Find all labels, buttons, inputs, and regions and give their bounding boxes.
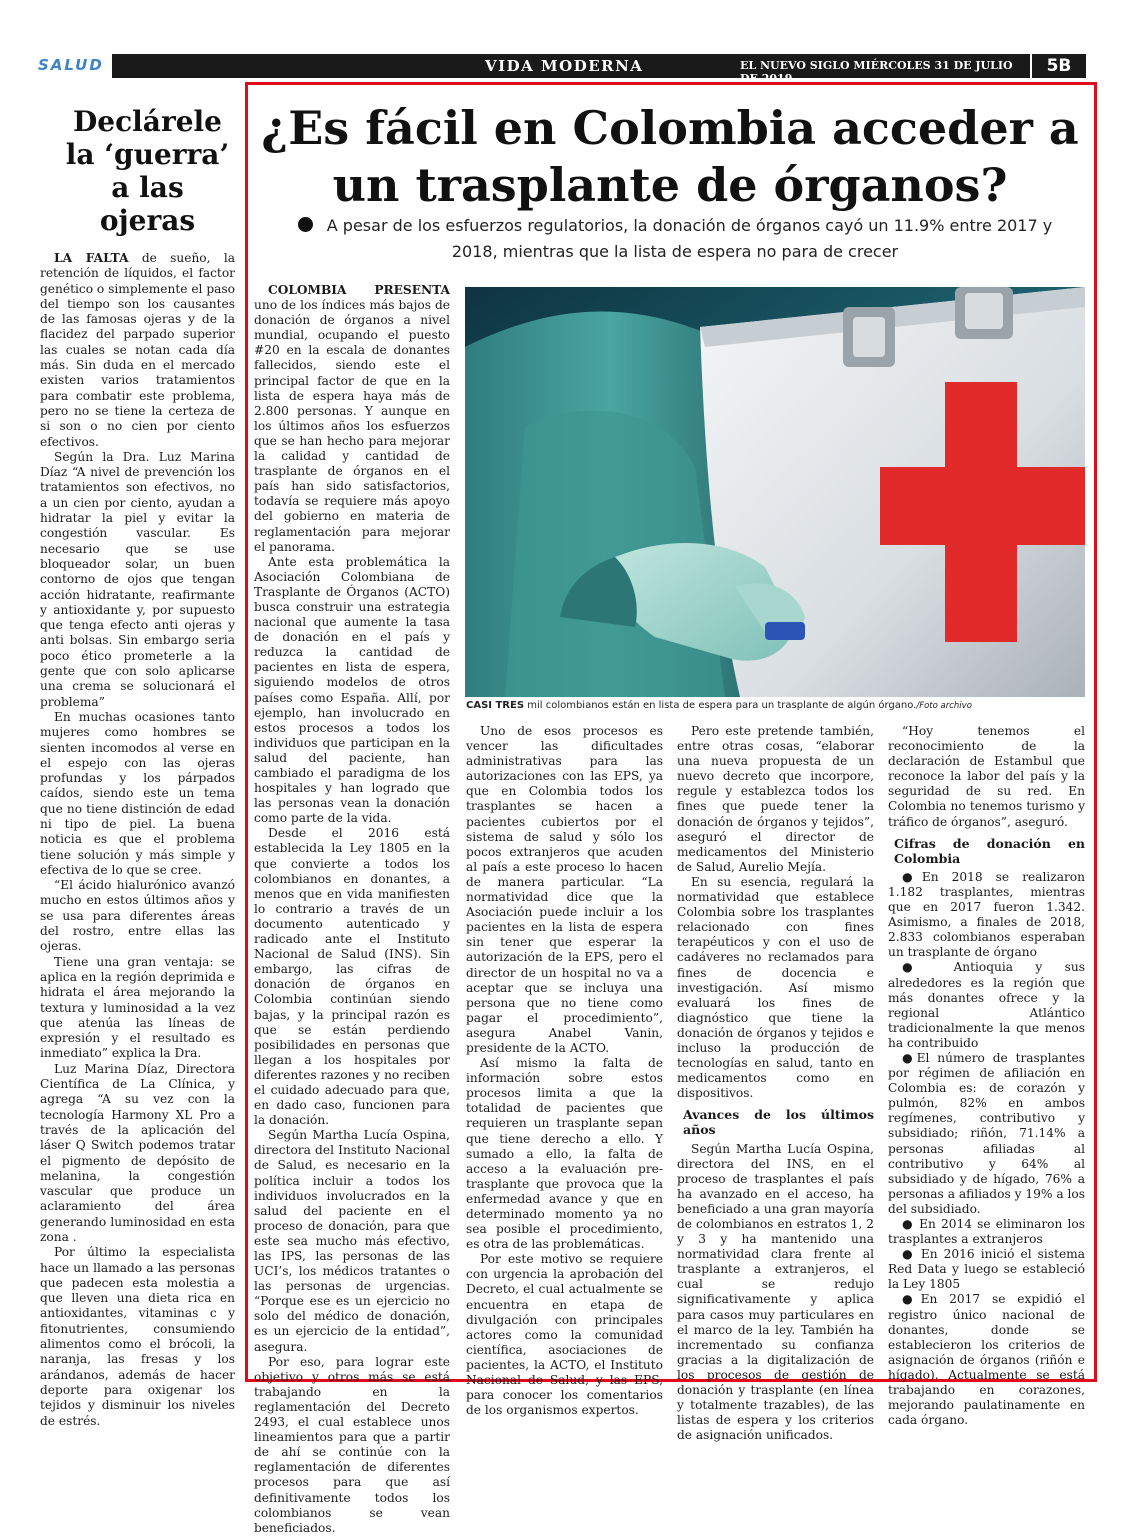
bullet-icon: ● — [902, 869, 922, 884]
article-paragraph: En su esencia, regulará la normatividad que establece Colombia sobre los trasplantes relacionado con fines terapéuticos y con el uso de cadáveres no reclamados para fines de docencia e investigación. Así mismo evaluará los fines de diagnóstico que tiene la donación de órganos y tejidos e incluso la producción de tecnologías en salud, tanto en medicamentos como en dispositivos. — [677, 874, 874, 1101]
sidebar-paragraph — [40, 251, 235, 450]
article-column-3 — [677, 724, 874, 1443]
article-paragraph: Según Martha Lucía Ospina, directora del Instituto Nacional de Salud, es necesario en la política incluir a todos los individuos involucrados en la salud del paciente en el proceso de donación, para que este sea mucho más efectivo, las IPS, las personas de las UCI’s, los médicos tratantes o las personas de urgencias. “Porque ese es un ejercicio no solo del médico de donación, es un ejercicio de la entidad”, asegura. — [254, 1128, 450, 1354]
caption-lead: CASI TRES — [466, 700, 525, 711]
sidebar-title: Declárele la ‘guerra’ a las ojeras — [65, 105, 230, 237]
bullet-icon: ● — [902, 1050, 917, 1065]
article-paragraph: Según Martha Lucía Ospina, directora del INS, en el proceso de trasplantes el país ha avanzado en el acceso, ha beneficiado a una gran mayoría de colombianos en estratos 1, 2 y 3 y ha mantenido una normatividad clara frente al trasplante a extranjeros, el cual se redujo significativamente y aplica para casos muy particulares en el marco de la ley. También ha incrementado su confianza gracias a la digitalización de los procesos de gestión de donación y trasplante (en línea y totalmente trazables), de las listas de espera y los criterios de asignación unificados. — [677, 1141, 874, 1443]
bullet-icon — [298, 217, 313, 232]
paper-date: EL NUEVO SIGLO MIÉRCOLES 31 DE JULIO DE 2019 — [740, 59, 1013, 85]
article-paragraph — [254, 283, 450, 555]
sidebar-body — [40, 251, 235, 1429]
sidebar-text: de sueño, la retención de líquidos, el factor genético o simplemente el paso del tiempo son los causantes de las famosas ojeras y de la flacidez del parpado superior las cuales se notan cada día más. Sin duda en el mercado existen varios tratamientos para combatir este problema, pero no se tiene la certeza de si son o no cien por ciento efectivos. — [40, 251, 235, 449]
article-paragraph: Por eso, para lograr este objetivo y otros más se está trabajando en la reglamentación del Decreto 2493, el cual establece unos lineamientos para que a partir de ahí se continúe con la reglamentación de diferentes procesos para que así definitivamente todos los colombianos se vean beneficiados. — [254, 1354, 450, 1535]
section-label: SALUD — [38, 56, 104, 74]
article-column-2 — [466, 724, 663, 1418]
fact-bullet — [888, 1292, 1085, 1428]
header-bar — [112, 54, 1030, 85]
article-photo — [465, 287, 1085, 697]
page-number: 5B — [1032, 54, 1086, 78]
article-text: uno de los índices más bajos de donación de órganos a nivel mundial, ocupando el puesto #20 en la escala de donantes fallecidos, siendo este el principal factor de que en la lista de espera haya más de 2.800 personas. Y aunque en los últimos años los esfuerzos que se han hecho para mejorar la calidad y cantidad de trasplante de órganos en el país han sido satisfactorios, todavía se requiere más apoyo del gobierno en materia de reglamentación para mejorar el panorama. — [254, 298, 450, 554]
sidebar-lead: LA FALTA — [54, 251, 129, 265]
article-subtitle — [280, 213, 1070, 265]
bullet-icon: ● — [902, 1217, 914, 1231]
section-subhead: Avances de los últimos años — [683, 1107, 874, 1138]
bullet-text: Antioquia y sus alrededores es la región que más donantes ofrece y la regional Atlántico tradicionalmente la que menos ha contribuido — [888, 960, 1086, 1050]
bullet-icon: ● — [902, 960, 932, 975]
sidebar-paragraph: Tiene una gran ventaja: se aplica en la región deprimida e hidrata el área mejorando la textura y luminosidad a la vez que atenúa las líneas de expresión y el resultado es inmediato” explica la Dra. — [40, 954, 235, 1061]
page-header — [30, 54, 1086, 85]
article-paragraph: Ante esta problemática la Asociación Colombiana de Trasplante de Órganos (ACTO) busca construir una estrategia nacional que aumente la tasa de donación en el país y reduzca la cantidad de pacientes en lista de espera, siguiendo modelos de otros países como España. Allí, por ejemplo, han involucrado en estos procesos a todos los individuos que participan en la salud del paciente, han cambiado el paradigma de los hospitales y han logrado que las personas vean la donación como parte de la vida. — [254, 554, 450, 826]
medical-case-image — [465, 287, 1085, 697]
bullet-text: En 2014 se eliminaron los trasplantes a extranjeros — [888, 1217, 1085, 1247]
bullet-text: En 2018 se realizaron 1.182 trasplantes, mientras que en 2017 fueron 1.342. Asimismo, a finales de 2018, 2.833 colombianos esperaban un trasplante de órgano — [888, 869, 1085, 960]
bullet-icon: ● — [902, 1292, 921, 1307]
section-name: VIDA MODERNA — [485, 57, 644, 75]
sidebar-paragraph: Luz Marina Díaz, Directora Científica de La Clínica, y agrega “A su vez con la tecnología Harmony XL Pro a través de la aplicación del láser Q Switch podemos tratar el pigmento de depósito de melanina, la congestión vascular que produce un aclaramiento del área generando luminosidad en esta zona . — [40, 1061, 235, 1244]
subtitle-text: A pesar de los esfuerzos regulatorios, la donación de órganos cayó un 11.9% entre 2017 y 2018, mientras que la lista de espera no para de crecer — [326, 216, 1053, 261]
bullet-text: En 2016 inició el sistema Red Data y luego se estableció la Ley 1805 — [888, 1247, 1085, 1292]
fact-bullet — [888, 870, 1085, 961]
sidebar-paragraph: En muchas ocasiones tanto mujeres como hombres se sienten incomodos al verse en el espejo con las ojeras profundas y los párpados caídos, siendo este un tema que no tiene distinción de edad ni tipo de piel. La buena noticia es que el problema tiene solución y más simple y efectiva de lo que se cree. — [40, 709, 235, 877]
article-paragraph: Pero este pretende también, entre otras cosas, “elaborar una nueva propuesta de un nuevo decreto que incorpore, regule y establezca todos los fines que puede tener la donación de órganos y tejidos”, aseguró el director de medicamentos del Ministerio de Salud, Aurelio Mejía. — [677, 724, 874, 874]
photo-caption — [466, 700, 1086, 711]
article-paragraph: “Hoy tenemos el reconocimiento de la declaración de Estambul que reconoce la labor del país y la seguridad de su red. En Colombia no tenemos turismo y tráfico de órganos”, aseguró. — [888, 724, 1085, 829]
bullet-text: El número de trasplantes por régimen de afiliación en Colombia es: de corazón y pulmón, 82% en ambos regímenes, contributivo y subsidiado; riñón, 71.14% a personas afiliadas al contributivo y 64% al subsidiado y de hígado, 76% a personas a afiliados y 19% a los del subsidiado. — [888, 1050, 1085, 1216]
article-column-4 — [888, 724, 1085, 1428]
bullet-icon: ● — [902, 1247, 915, 1262]
fact-bullet — [888, 1217, 1085, 1247]
caption-text: mil colombianos están en lista de espera para un trasplante de algún órgano. — [524, 700, 917, 711]
bullet-text: En 2017 se expidió el registro único nacional de donantes, donde se establecieron los criterios de asignación de órganos (riñón e hígado). Actualmente se está trabajando en corazones, mejorando paulatinamente en cada órgano. — [888, 1292, 1085, 1428]
article-paragraph: Así mismo la falta de información sobre estos procesos limita a que la totalidad de pacientes que requieren un trasplante sepan que tiene derecho a ello. Y sumado a ello, la falta de acceso a la evaluación pre-trasplante que provoca que la enfermedad avance y que en determinado momento ya no sea posible el procedimiento, es otra de las problemáticas. — [466, 1056, 663, 1252]
article-paragraph: Desde el 2016 está establecida la Ley 1805 en la que convierte a todos los colombianos en donantes, a menos que en vida manifiesten lo contrario a través de un documento autenticado y radicado ante el Instituto Nacional de Salud (INS). Sin embargo, las cifras de donación de órganos en Colombia continúan siendo bajas, y la principal razón es que se están perdiendo posibilidades en personas que llegan a los hospitales por diferentes razones y no reciben el cuidado adecuado para que, en dado caso, funcionen para la donación. — [254, 826, 450, 1128]
section-subhead: Cifras de donación en Colombia — [894, 835, 1085, 866]
sidebar-paragraph: Por último la especialista hace un llamado a las personas que padecen esta molestia a que lleven una dieta rica en antioxidantes, vitaminas c y fitonutrientes, consumiendo alimentos como el brócoli, la naranja, las fresas y los arándanos, además de hacer deporte para oxigenar los tejidos y disminuir los niveles de estrés. — [40, 1245, 235, 1428]
sidebar-paragraph: “El ácido hialurónico avanzó mucho en estos últimos años y se usa para diferentes áreas del rostro, entre ellas las ojeras. — [40, 878, 235, 954]
article-column-1 — [254, 283, 450, 1536]
fact-bullet — [888, 1247, 1085, 1292]
sidebar-article — [40, 105, 235, 1429]
article-lead: COLOMBIA PRESENTA — [268, 283, 450, 297]
sidebar-paragraph: Según la Dra. Luz Marina Díaz “A nivel de prevención los tratamientos son efectivos, no a un cien por ciento, ayudan a hidratar la piel y evitar la congestión vascular. Es necesario que se use bloqueador solar, un buen contorno de ojos que tengan acción hidratante, reafirmante y antioxidante y, por supuesto que tenga efecto anti ojeras y anti bolsas. Sin embargo seria poco ético prometerle a la gente que con solo aplicarse una crema se solucionará el problema” — [40, 449, 235, 709]
fact-bullet — [888, 960, 1085, 1051]
article-title: ¿Es fácil en Colombia acceder a un trasplante de órganos? — [261, 101, 1079, 212]
article-paragraph: Por este motivo se requiere con urgencia la aprobación del Decreto, el cual actualmente se encuentra en etapa de divulgación con principales actores como la comunidad científica, asociaciones de pacientes, la ACTO, el Instituto Nacional de Salud, y las EPS, para conocer los comentarios de los organismos expertos. — [466, 1252, 663, 1418]
photo-credit: /Foto archivo — [916, 701, 972, 711]
article-paragraph: Uno de esos procesos es vencer las dificultades administrativas para las autorizaciones con las EPS, ya que en Colombia todos los trasplantes se hacen a pacientes cubiertos por el sistema de salud y sólo los pocos extranjeros que acuden al país a este proceso lo hacen de manera particular. “La normatividad dice que la Asociación puede incluir a los pacientes en la lista de espera sin tener que esperar la autorización de la EPS, pero el director de un hospital no va a aceptar que se incluya una persona que no tiene como pagar el procedimiento”, asegura Anabel Vanin, presidente de la ACTO. — [466, 724, 663, 1055]
fact-bullet — [888, 1051, 1085, 1217]
